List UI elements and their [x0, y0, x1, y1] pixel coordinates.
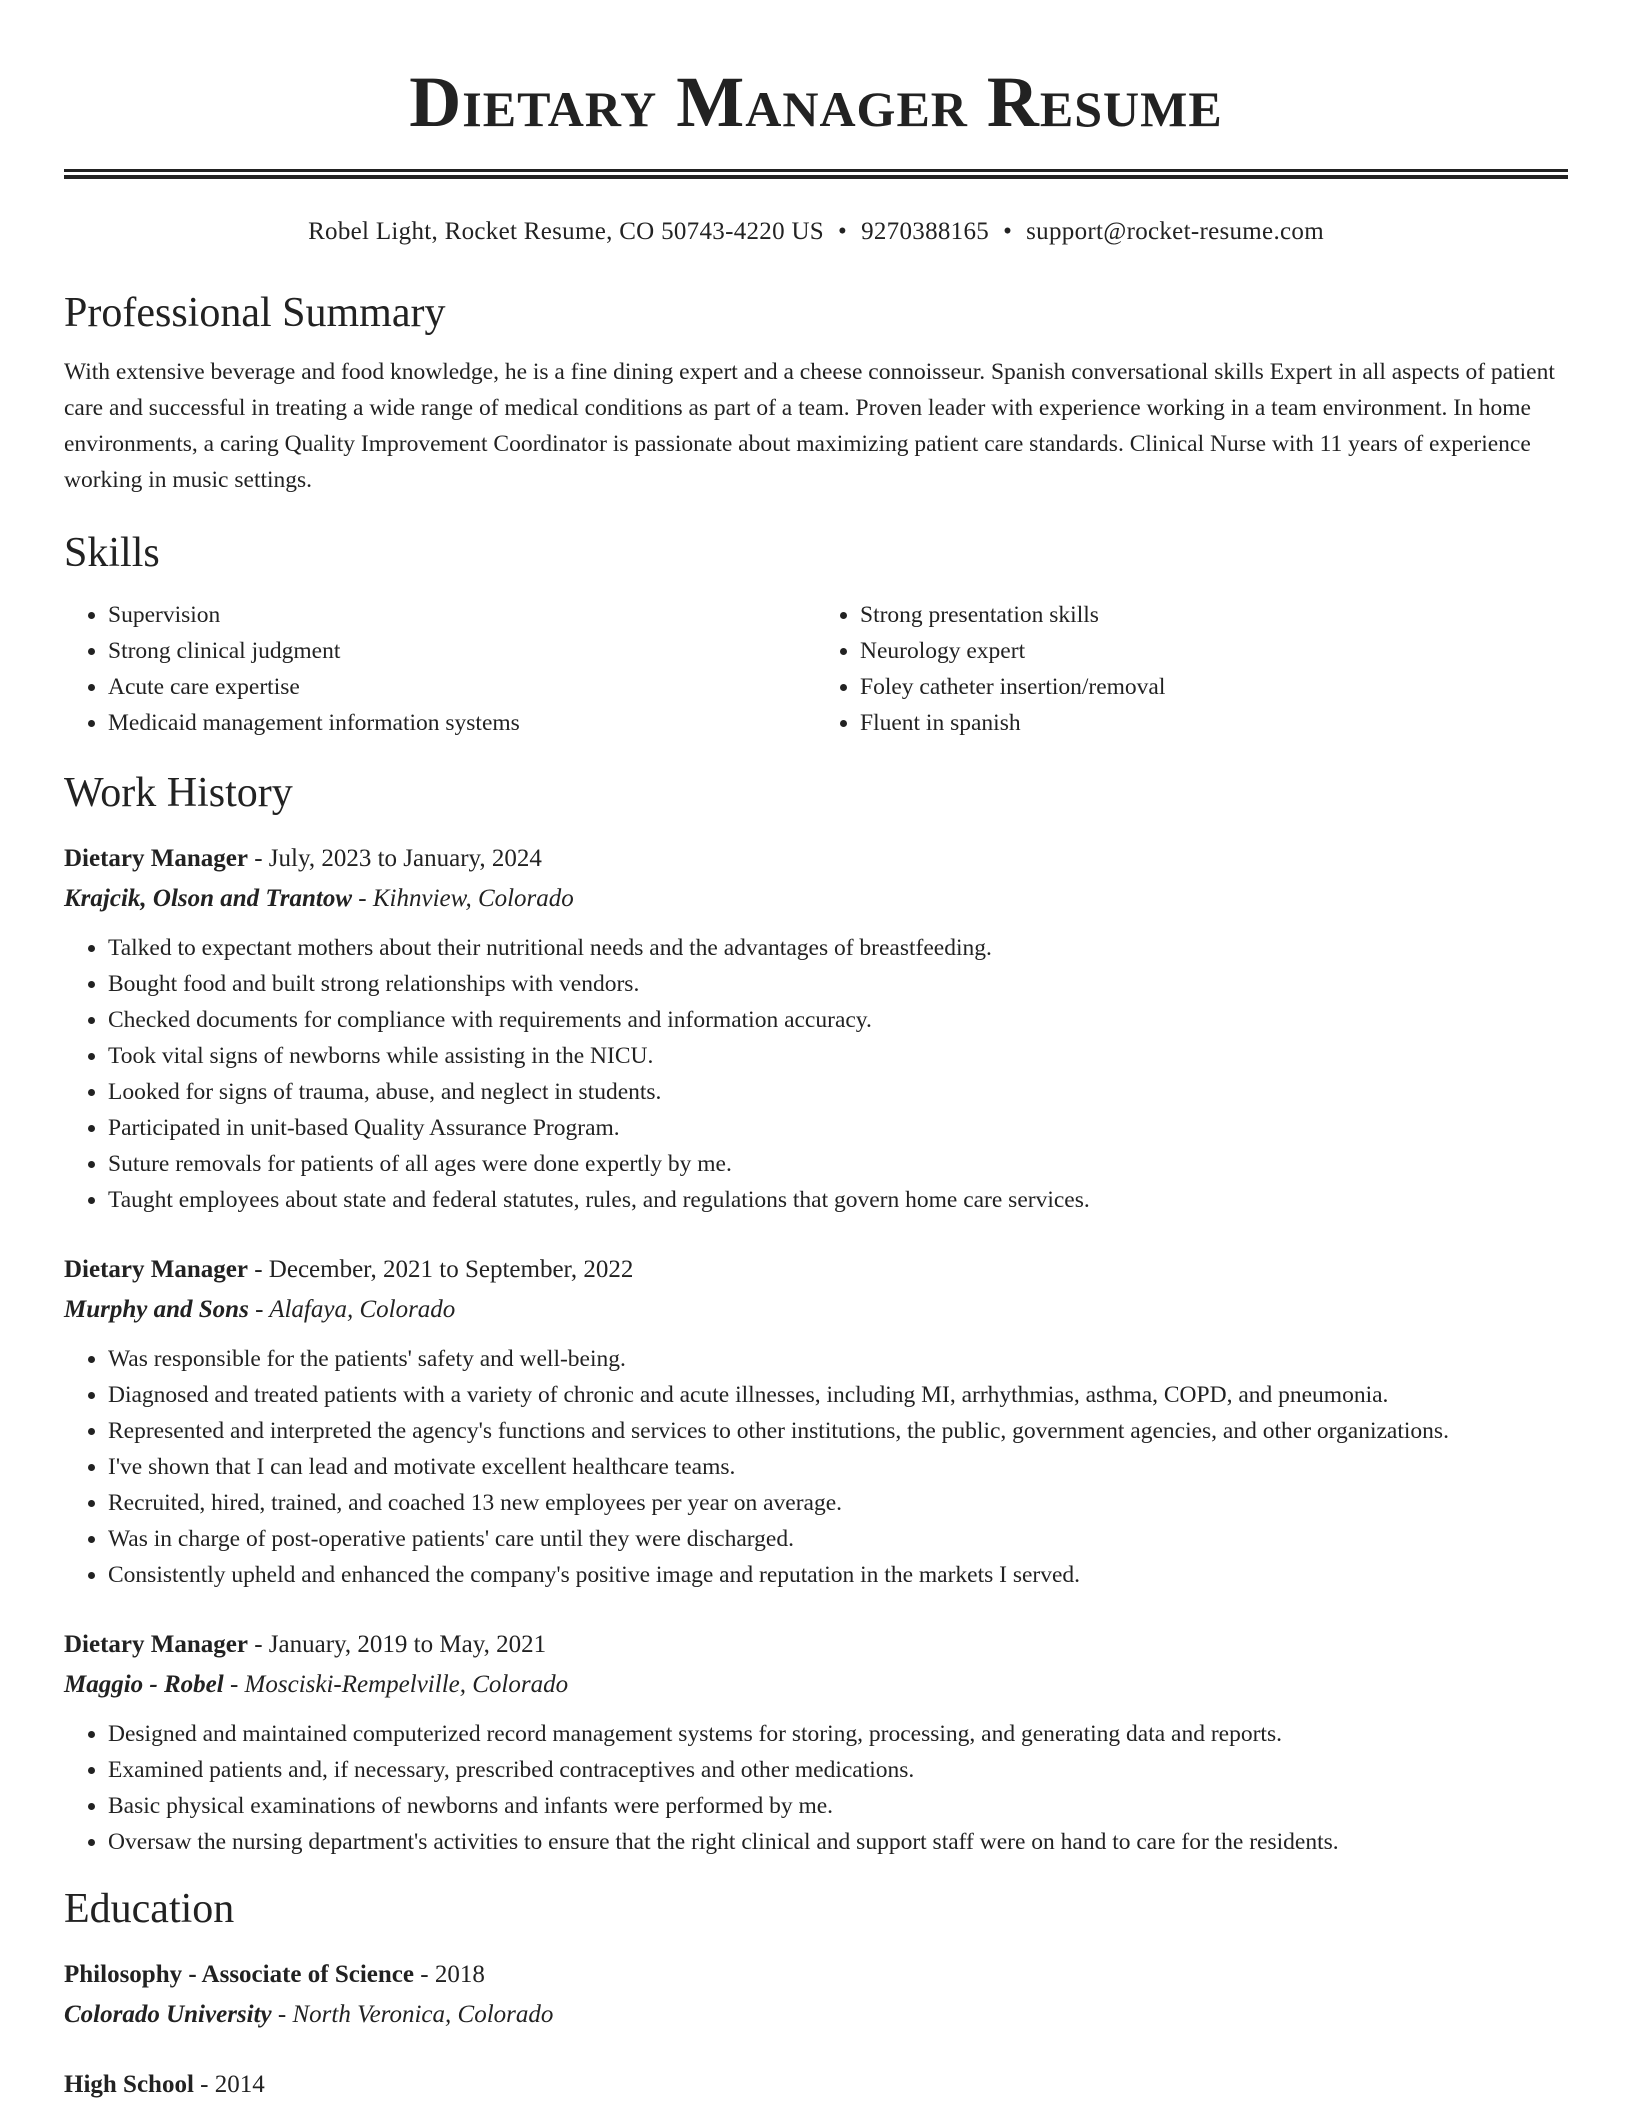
job-bullet: • Participated in unit-based Quality Assurance Program.	[108, 1110, 1568, 1146]
education-degree-line	[64, 2067, 1568, 2103]
education-degree-line	[64, 1957, 1568, 1993]
education-school: Colorado University	[64, 2001, 272, 2028]
contact-separator: •	[838, 218, 848, 245]
job-title: Dietary Manager	[64, 845, 248, 872]
dash: -	[200, 2071, 209, 2098]
job-bullet: • Designed and maintained computerized record management systems for storing, processing, and generating data and reports.	[108, 1716, 1568, 1752]
job-company: Maggio - Robel	[64, 1671, 224, 1698]
job-location: Alafaya, Colorado	[269, 1296, 456, 1323]
dash: -	[420, 1961, 429, 1988]
job-location: Mosciski-Rempelville, Colorado	[244, 1671, 569, 1698]
skills-heading: Skills	[64, 530, 160, 576]
education-location: North Veronica, Colorado	[292, 2001, 554, 2028]
skill-item: • Neurology expert	[860, 633, 1568, 669]
skill-item: • Strong presentation skills	[860, 597, 1568, 633]
education-year: 2014	[214, 2071, 265, 2098]
dash: -	[254, 1631, 263, 1658]
title-divider	[64, 169, 1568, 179]
skills-list	[64, 597, 1568, 741]
job-bullet: • Consistently upheld and enhanced the company's positive image and reputation in the markets I served.	[108, 1557, 1568, 1593]
dash: -	[254, 845, 263, 872]
job-title-line	[64, 1627, 1568, 1663]
job-dates: July, 2023 to January, 2024	[268, 845, 542, 872]
dash: -	[255, 1296, 264, 1323]
skill-item: • Supervision	[108, 597, 816, 633]
work-history-heading: Work History	[64, 770, 293, 816]
dash: -	[254, 1256, 263, 1283]
dash: -	[358, 885, 367, 912]
job-bullet: • Was responsible for the patients' safety and well-being.	[108, 1341, 1568, 1377]
education-degree: Philosophy - Associate of Science	[64, 1961, 414, 1988]
contact-separator: •	[1003, 218, 1013, 245]
job-title: Dietary Manager	[64, 1631, 248, 1658]
job-entry	[64, 841, 1568, 1218]
skill-item: • Foley catheter insertion/removal	[860, 669, 1568, 705]
skills-column-left	[64, 597, 816, 741]
summary-heading: Professional Summary	[64, 290, 446, 336]
education-heading: Education	[64, 1886, 235, 1932]
summary-text: With extensive beverage and food knowledge, he is a fine dining expert and a cheese connoisseur. Spanish conversational skills Expert in all aspects of patient care and successful in treating a wide range of medical conditions as part of a team. Proven leader with experience working in a team environment. In home environments, a caring Quality Improvement Coordinator is passionate about maximizing patient care standards. Clinical Nurse with 11 years of experience working in music settings.	[64, 359, 1555, 493]
job-bullets	[64, 930, 1568, 1218]
job-bullets	[64, 1341, 1568, 1593]
skill-item: • Acute care expertise	[108, 669, 816, 705]
job-bullet: • Bought food and built strong relationships with vendors.	[108, 966, 1568, 1002]
skills-column-right	[816, 597, 1568, 741]
job-bullet: • Recruited, hired, trained, and coached 13 new employees per year on average.	[108, 1485, 1568, 1521]
contact-phone: 9270388165	[861, 218, 990, 245]
job-company-line	[64, 1667, 1568, 1703]
contact-address: Robel Light, Rocket Resume, CO 50743-4220 US	[308, 218, 825, 245]
page-title: Dietary Manager Resume	[409, 62, 1223, 142]
education-school-line	[64, 1997, 1568, 2033]
job-entry	[64, 1627, 1568, 1860]
job-bullet: • Talked to expectant mothers about their nutritional needs and the advantages of breastfeeding.	[108, 930, 1568, 966]
education-entry	[64, 2067, 1568, 2103]
job-title-line	[64, 841, 1568, 877]
job-bullet: • I've shown that I can lead and motivate excellent healthcare teams.	[108, 1449, 1568, 1485]
contact-line	[64, 215, 1568, 249]
education-degree: High School	[64, 2071, 194, 2098]
skill-item: • Medicaid management information systems	[108, 705, 816, 741]
job-bullet: • Took vital signs of newborns while assisting in the NICU.	[108, 1038, 1568, 1074]
job-company: Murphy and Sons	[64, 1296, 249, 1323]
dash: -	[229, 1671, 239, 1698]
job-company: Krajcik, Olson and Trantow	[64, 885, 353, 912]
education-year: 2018	[434, 1961, 485, 1988]
job-company-line	[64, 1292, 1568, 1328]
job-location: Kihnview, Colorado	[372, 885, 574, 912]
job-bullet: • Basic physical examinations of newborns and infants were performed by me.	[108, 1788, 1568, 1824]
job-dates: December, 2021 to September, 2022	[268, 1256, 634, 1283]
job-bullets	[64, 1716, 1568, 1860]
job-title: Dietary Manager	[64, 1256, 248, 1283]
job-bullet: • Suture removals for patients of all ages were done expertly by me.	[108, 1146, 1568, 1182]
job-bullet: • Was in charge of post-operative patients' care until they were discharged.	[108, 1521, 1568, 1557]
job-bullet: • Checked documents for compliance with requirements and information accuracy.	[108, 1002, 1568, 1038]
education-entry	[64, 1957, 1568, 2033]
job-bullet: • Taught employees about state and federal statutes, rules, and regulations that govern home care services.	[108, 1182, 1568, 1218]
job-bullet: • Represented and interpreted the agency's functions and services to other institutions, the public, government agencies, and other organizations.	[108, 1413, 1568, 1449]
job-company-line	[64, 881, 1568, 917]
skill-item: • Fluent in spanish	[860, 705, 1568, 741]
job-entry	[64, 1252, 1568, 1593]
dash: -	[277, 2001, 287, 2028]
job-bullet: • Oversaw the nursing department's activities to ensure that the right clinical and support staff were on hand to care for the residents.	[108, 1824, 1568, 1860]
job-bullet: • Examined patients and, if necessary, prescribed contraceptives and other medications.	[108, 1752, 1568, 1788]
job-dates: January, 2019 to May, 2021	[268, 1631, 547, 1658]
job-bullet: • Looked for signs of trauma, abuse, and neglect in students.	[108, 1074, 1568, 1110]
job-title-line	[64, 1252, 1568, 1288]
skill-item: • Strong clinical judgment	[108, 633, 816, 669]
job-bullet: • Diagnosed and treated patients with a variety of chronic and acute illnesses, including MI, arrhythmias, asthma, COPD, and pneumonia.	[108, 1377, 1568, 1413]
contact-email: support@rocket-resume.com	[1026, 218, 1324, 245]
